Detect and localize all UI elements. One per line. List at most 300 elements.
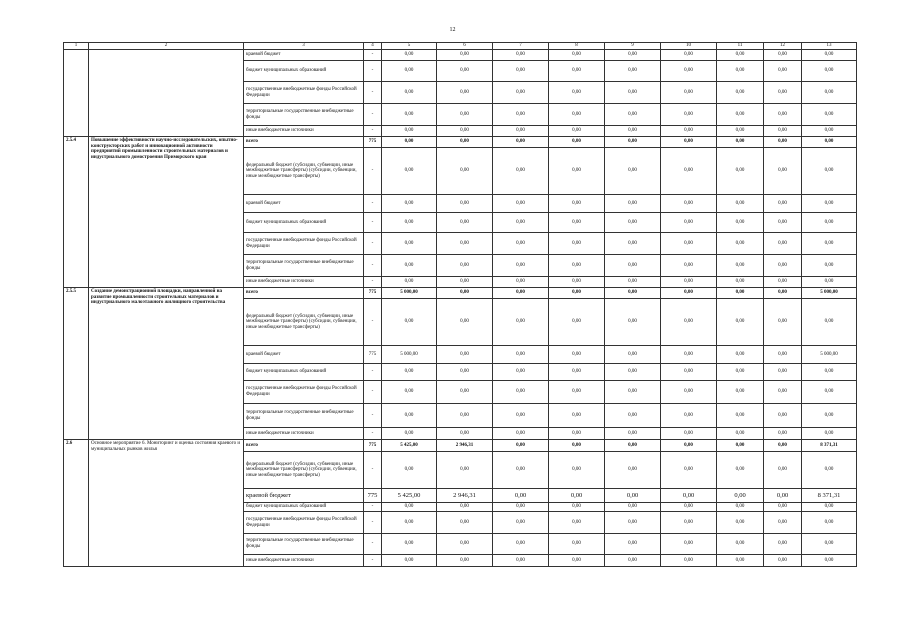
- amount-cell: 0,00: [717, 299, 764, 346]
- amount-cell: 0,00: [382, 428, 437, 440]
- amount-cell: 0,00: [764, 512, 802, 534]
- amount-cell: 0,00: [437, 195, 493, 213]
- amount-cell: 5 000,00: [382, 346, 437, 364]
- amount-cell: 0,00: [717, 555, 764, 567]
- amount-cell: 0,00: [549, 288, 605, 299]
- amount-cell: 0,00: [717, 213, 764, 233]
- funding-source: краевой бюджет: [244, 50, 364, 61]
- table-row: [64, 50, 857, 61]
- amount-cell: 0,00: [382, 148, 437, 195]
- amount-cell: 0,00: [764, 555, 802, 567]
- amount-cell: 0,00: [605, 288, 661, 299]
- amount-cell: 0,00: [661, 288, 717, 299]
- amount-cell: 0,00: [802, 61, 857, 82]
- amount-cell: 0,00: [717, 489, 764, 503]
- amount-cell: 0,00: [605, 213, 661, 233]
- amount-cell: 0,00: [802, 555, 857, 567]
- funding-source: иные внебюджетные источники: [244, 277, 364, 288]
- amount-cell: 0,00: [437, 503, 493, 512]
- amount-cell: 0,00: [802, 299, 857, 346]
- column-header: 2: [89, 43, 244, 50]
- amount-cell: 0,00: [493, 50, 549, 61]
- amount-cell: 5 000,00: [802, 346, 857, 364]
- funding-source: иные внебюджетные источники: [244, 555, 364, 567]
- column-header: 3: [244, 43, 364, 50]
- amount-cell: 0,00: [717, 82, 764, 104]
- funding-source: территориальные государственные внебюджетные фонды: [244, 255, 364, 277]
- budget-code: -: [364, 404, 382, 428]
- amount-cell: 0,00: [661, 503, 717, 512]
- amount-cell: 0,00: [549, 346, 605, 364]
- amount-cell: 0,00: [382, 277, 437, 288]
- amount-cell: 0,00: [717, 277, 764, 288]
- budget-code: -: [364, 452, 382, 489]
- amount-cell: 0,00: [382, 555, 437, 567]
- amount-cell: 0,00: [661, 277, 717, 288]
- amount-cell: 0,00: [437, 126, 493, 137]
- funding-source: всего: [244, 440, 364, 452]
- amount-cell: 0,00: [437, 555, 493, 567]
- amount-cell: 0,00: [661, 213, 717, 233]
- amount-cell: 0,00: [493, 503, 549, 512]
- amount-cell: 0,00: [605, 534, 661, 555]
- amount-cell: 0,00: [717, 346, 764, 364]
- amount-cell: 0,00: [549, 50, 605, 61]
- amount-cell: 0,00: [802, 255, 857, 277]
- amount-cell: 0,00: [605, 277, 661, 288]
- amount-cell: 0,00: [605, 346, 661, 364]
- amount-cell: 0,00: [802, 104, 857, 126]
- amount-cell: 0,00: [437, 404, 493, 428]
- amount-cell: 0,00: [493, 512, 549, 534]
- amount-cell: 0,00: [802, 534, 857, 555]
- amount-cell: 0,00: [802, 233, 857, 255]
- amount-cell: 0,00: [605, 299, 661, 346]
- funding-source: государственные внебюджетные фонды Российской Федерации: [244, 381, 364, 404]
- amount-cell: 0,00: [717, 440, 764, 452]
- amount-cell: 0,00: [382, 503, 437, 512]
- amount-cell: 0,00: [717, 452, 764, 489]
- amount-cell: 8 371,31: [802, 489, 857, 503]
- amount-cell: 0,00: [605, 555, 661, 567]
- amount-cell: 0,00: [437, 104, 493, 126]
- budget-code: -: [364, 277, 382, 288]
- amount-cell: 0,00: [802, 428, 857, 440]
- funding-source: бюджет муниципальных образований: [244, 61, 364, 82]
- amount-cell: 0,00: [493, 277, 549, 288]
- amount-cell: 0,00: [661, 104, 717, 126]
- amount-cell: 0,00: [764, 503, 802, 512]
- amount-cell: 0,00: [549, 61, 605, 82]
- amount-cell: 0,00: [549, 126, 605, 137]
- amount-cell: 0,00: [437, 512, 493, 534]
- amount-cell: 0,00: [437, 137, 493, 148]
- amount-cell: 0,00: [661, 346, 717, 364]
- amount-cell: 0,00: [549, 364, 605, 381]
- column-header: 8: [549, 43, 605, 50]
- amount-cell: 0,00: [549, 277, 605, 288]
- item-number: 2.5.5: [64, 288, 89, 440]
- amount-cell: 8 371,31: [802, 440, 857, 452]
- amount-cell: 0,00: [493, 299, 549, 346]
- amount-cell: 0,00: [382, 512, 437, 534]
- item-title: Основное мероприятие 6. Мониторинг и оценка состояния краевого и муниципальных рынков жилья: [89, 440, 244, 567]
- amount-cell: 0,00: [382, 404, 437, 428]
- amount-cell: 0,00: [382, 381, 437, 404]
- amount-cell: 0,00: [661, 381, 717, 404]
- budget-code: -: [364, 299, 382, 346]
- amount-cell: 0,00: [549, 555, 605, 567]
- budget-code: -: [364, 126, 382, 137]
- budget-code: -: [364, 255, 382, 277]
- funding-source: всего: [244, 288, 364, 299]
- column-header: 9: [605, 43, 661, 50]
- amount-cell: 0,00: [717, 137, 764, 148]
- column-header: 12: [764, 43, 802, 50]
- amount-cell: 0,00: [493, 233, 549, 255]
- amount-cell: 0,00: [717, 404, 764, 428]
- column-header: 4: [364, 43, 382, 50]
- amount-cell: 0,00: [549, 148, 605, 195]
- amount-cell: 0,00: [764, 428, 802, 440]
- amount-cell: 0,00: [493, 404, 549, 428]
- table-row: [64, 440, 857, 452]
- amount-cell: 2 946,31: [437, 489, 493, 503]
- amount-cell: 0,00: [437, 277, 493, 288]
- amount-cell: 0,00: [493, 137, 549, 148]
- amount-cell: 0,00: [549, 534, 605, 555]
- amount-cell: 0,00: [493, 195, 549, 213]
- amount-cell: 0,00: [764, 404, 802, 428]
- amount-cell: 0,00: [717, 255, 764, 277]
- amount-cell: 0,00: [661, 299, 717, 346]
- amount-cell: 0,00: [605, 82, 661, 104]
- amount-cell: 0,00: [382, 255, 437, 277]
- amount-cell: 0,00: [605, 255, 661, 277]
- amount-cell: 0,00: [764, 346, 802, 364]
- amount-cell: 0,00: [661, 534, 717, 555]
- amount-cell: 0,00: [382, 233, 437, 255]
- amount-cell: 0,00: [717, 104, 764, 126]
- amount-cell: 0,00: [493, 428, 549, 440]
- budget-code: 775: [364, 137, 382, 148]
- amount-cell: 0,00: [549, 82, 605, 104]
- budget-code: -: [364, 195, 382, 213]
- amount-cell: 0,00: [661, 404, 717, 428]
- amount-cell: 0,00: [493, 346, 549, 364]
- amount-cell: 0,00: [802, 195, 857, 213]
- amount-cell: 0,00: [661, 82, 717, 104]
- budget-code: -: [364, 428, 382, 440]
- budget-code: -: [364, 148, 382, 195]
- amount-cell: 0,00: [437, 534, 493, 555]
- amount-cell: 0,00: [437, 82, 493, 104]
- column-header: 6: [437, 43, 493, 50]
- amount-cell: 0,00: [661, 489, 717, 503]
- amount-cell: 0,00: [605, 126, 661, 137]
- budget-code: -: [364, 233, 382, 255]
- amount-cell: 0,00: [802, 126, 857, 137]
- funding-source: государственные внебюджетные фонды Российской Федерации: [244, 233, 364, 255]
- item-title: Повышение эффективности научно-исследовательских, опытно-конструкторских работ и инновационной активности предприятий промышленности строительных материалов и индустриального домостроения Приморского края: [89, 137, 244, 288]
- amount-cell: 0,00: [382, 50, 437, 61]
- amount-cell: 0,00: [661, 255, 717, 277]
- amount-cell: 0,00: [549, 452, 605, 489]
- amount-cell: 0,00: [605, 503, 661, 512]
- funding-source: федеральный бюджет (субсидии, субвенции, иные межбюджетные трансферты) (субсидии, субвенции, иные межбюджетные трансферты): [244, 148, 364, 195]
- amount-cell: 0,00: [661, 452, 717, 489]
- amount-cell: 0,00: [605, 440, 661, 452]
- amount-cell: 0,00: [764, 440, 802, 452]
- amount-cell: 0,00: [493, 126, 549, 137]
- amount-cell: 0,00: [549, 440, 605, 452]
- amount-cell: 0,00: [382, 364, 437, 381]
- budget-code: -: [364, 213, 382, 233]
- amount-cell: 0,00: [549, 233, 605, 255]
- amount-cell: 0,00: [717, 195, 764, 213]
- amount-cell: 0,00: [764, 381, 802, 404]
- item-number: 2.5.4: [64, 137, 89, 288]
- amount-cell: 0,00: [605, 50, 661, 61]
- amount-cell: 0,00: [382, 534, 437, 555]
- amount-cell: 0,00: [605, 512, 661, 534]
- budget-code: -: [364, 503, 382, 512]
- funding-source: бюджет муниципальных образований: [244, 503, 364, 512]
- amount-cell: 0,00: [717, 126, 764, 137]
- amount-cell: 0,00: [764, 61, 802, 82]
- funding-source: федеральный бюджет (субсидии, субвенции, иные межбюджетные трансферты) (субсидии, субвенции, иные межбюджетные трансферты): [244, 452, 364, 489]
- amount-cell: 0,00: [764, 137, 802, 148]
- amount-cell: 0,00: [717, 381, 764, 404]
- amount-cell: 0,00: [437, 50, 493, 61]
- amount-cell: 0,00: [605, 489, 661, 503]
- amount-cell: 0,00: [764, 288, 802, 299]
- amount-cell: 0,00: [382, 213, 437, 233]
- amount-cell: 0,00: [437, 61, 493, 82]
- amount-cell: 0,00: [764, 233, 802, 255]
- amount-cell: 0,00: [605, 137, 661, 148]
- budget-code: 775: [364, 346, 382, 364]
- amount-cell: 0,00: [549, 255, 605, 277]
- header-row: [64, 43, 857, 50]
- page-number: 12: [449, 27, 456, 33]
- amount-cell: 0,00: [605, 61, 661, 82]
- budget-code: -: [364, 364, 382, 381]
- column-header: 11: [717, 43, 764, 50]
- amount-cell: 0,00: [802, 364, 857, 381]
- item-title: Создание демонстрационной площадки, направленной на развитие промышленности строительных материалов и индустриального малоэтажного жилищного строительства: [89, 288, 244, 440]
- budget-code: 775: [364, 440, 382, 452]
- column-header: 1: [64, 43, 89, 50]
- amount-cell: 0,00: [717, 428, 764, 440]
- amount-cell: 0,00: [802, 82, 857, 104]
- amount-cell: 0,00: [661, 61, 717, 82]
- amount-cell: 0,00: [764, 50, 802, 61]
- amount-cell: 0,00: [382, 104, 437, 126]
- amount-cell: 0,00: [802, 404, 857, 428]
- item-title: [89, 50, 244, 137]
- budget-code: -: [364, 381, 382, 404]
- amount-cell: 0,00: [437, 213, 493, 233]
- amount-cell: 0,00: [493, 104, 549, 126]
- funding-source: территориальные государственные внебюджетные фонды: [244, 404, 364, 428]
- amount-cell: 0,00: [764, 126, 802, 137]
- budget-code: -: [364, 555, 382, 567]
- amount-cell: 0,00: [382, 82, 437, 104]
- amount-cell: 0,00: [764, 104, 802, 126]
- amount-cell: 0,00: [764, 148, 802, 195]
- amount-cell: 0,00: [605, 452, 661, 489]
- amount-cell: 0,00: [437, 255, 493, 277]
- amount-cell: 0,00: [493, 255, 549, 277]
- amount-cell: 0,00: [717, 50, 764, 61]
- amount-cell: 0,00: [493, 489, 549, 503]
- amount-cell: 0,00: [493, 555, 549, 567]
- funding-source: краевой бюджет: [244, 346, 364, 364]
- column-header: 10: [661, 43, 717, 50]
- amount-cell: 5 425,00: [382, 489, 437, 503]
- amount-cell: 0,00: [605, 364, 661, 381]
- amount-cell: 0,00: [437, 346, 493, 364]
- funding-source: федеральный бюджет (субсидии, субвенции, иные межбюджетные трансферты) (субсидии, субвенции, иные межбюджетные трансферты): [244, 299, 364, 346]
- amount-cell: 0,00: [661, 137, 717, 148]
- amount-cell: 0,00: [764, 82, 802, 104]
- amount-cell: 0,00: [605, 148, 661, 195]
- amount-cell: 0,00: [661, 195, 717, 213]
- amount-cell: 0,00: [802, 512, 857, 534]
- amount-cell: 5 000,00: [382, 288, 437, 299]
- amount-cell: 0,00: [717, 61, 764, 82]
- amount-cell: 0,00: [549, 137, 605, 148]
- amount-cell: 5 000,00: [802, 288, 857, 299]
- amount-cell: 0,00: [382, 61, 437, 82]
- amount-cell: 0,00: [661, 440, 717, 452]
- funding-source: государственные внебюджетные фонды Российской Федерации: [244, 512, 364, 534]
- amount-cell: 5 425,00: [382, 440, 437, 452]
- amount-cell: 0,00: [549, 404, 605, 428]
- amount-cell: 0,00: [802, 50, 857, 61]
- budget-code: 775: [364, 288, 382, 299]
- amount-cell: 0,00: [549, 195, 605, 213]
- funding-source: краевой бюджет: [244, 489, 364, 503]
- budget-table: [63, 42, 857, 567]
- budget-code: -: [364, 104, 382, 126]
- funding-source: иные внебюджетные источники: [244, 428, 364, 440]
- budget-code: -: [364, 50, 382, 61]
- amount-cell: 0,00: [382, 137, 437, 148]
- item-number: [64, 50, 89, 137]
- amount-cell: 0,00: [437, 148, 493, 195]
- amount-cell: 0,00: [493, 440, 549, 452]
- amount-cell: 0,00: [717, 512, 764, 534]
- amount-cell: 0,00: [661, 148, 717, 195]
- table-row: [64, 137, 857, 148]
- table-row: [64, 288, 857, 299]
- funding-source: иные внебюджетные источники: [244, 126, 364, 137]
- funding-source: территориальные государственные внебюджетные фонды: [244, 104, 364, 126]
- amount-cell: 0,00: [802, 213, 857, 233]
- amount-cell: 2 946,31: [437, 440, 493, 452]
- funding-source: территориальные государственные внебюджетные фонды: [244, 534, 364, 555]
- amount-cell: 0,00: [802, 452, 857, 489]
- funding-source: бюджет муниципальных образований: [244, 364, 364, 381]
- amount-cell: 0,00: [802, 503, 857, 512]
- budget-code: 775: [364, 489, 382, 503]
- amount-cell: 0,00: [764, 534, 802, 555]
- amount-cell: 0,00: [437, 299, 493, 346]
- amount-cell: 0,00: [493, 213, 549, 233]
- amount-cell: 0,00: [802, 137, 857, 148]
- amount-cell: 0,00: [382, 299, 437, 346]
- amount-cell: 0,00: [764, 452, 802, 489]
- funding-source: краевой бюджет: [244, 195, 364, 213]
- amount-cell: 0,00: [717, 503, 764, 512]
- amount-cell: 0,00: [493, 288, 549, 299]
- funding-source: всего: [244, 137, 364, 148]
- amount-cell: 0,00: [802, 381, 857, 404]
- amount-cell: 0,00: [493, 534, 549, 555]
- budget-code: -: [364, 534, 382, 555]
- amount-cell: 0,00: [605, 195, 661, 213]
- amount-cell: 0,00: [661, 50, 717, 61]
- amount-cell: 0,00: [605, 381, 661, 404]
- amount-cell: 0,00: [493, 82, 549, 104]
- amount-cell: 0,00: [661, 126, 717, 137]
- amount-cell: 0,00: [764, 299, 802, 346]
- amount-cell: 0,00: [437, 428, 493, 440]
- amount-cell: 0,00: [661, 555, 717, 567]
- amount-cell: 0,00: [802, 148, 857, 195]
- amount-cell: 0,00: [764, 489, 802, 503]
- amount-cell: 0,00: [493, 381, 549, 404]
- amount-cell: 0,00: [437, 452, 493, 489]
- amount-cell: 0,00: [661, 428, 717, 440]
- amount-cell: 0,00: [493, 452, 549, 489]
- amount-cell: 0,00: [764, 213, 802, 233]
- amount-cell: 0,00: [605, 233, 661, 255]
- column-header: 13: [802, 43, 857, 50]
- column-header: 5: [382, 43, 437, 50]
- amount-cell: 0,00: [717, 233, 764, 255]
- amount-cell: 0,00: [493, 148, 549, 195]
- amount-cell: 0,00: [764, 255, 802, 277]
- amount-cell: 0,00: [382, 195, 437, 213]
- amount-cell: 0,00: [549, 503, 605, 512]
- amount-cell: 0,00: [605, 104, 661, 126]
- budget-code: -: [364, 61, 382, 82]
- amount-cell: 0,00: [437, 233, 493, 255]
- amount-cell: 0,00: [437, 381, 493, 404]
- amount-cell: 0,00: [764, 364, 802, 381]
- amount-cell: 0,00: [717, 364, 764, 381]
- amount-cell: 0,00: [549, 104, 605, 126]
- amount-cell: 0,00: [437, 364, 493, 381]
- amount-cell: 0,00: [605, 404, 661, 428]
- amount-cell: 0,00: [802, 277, 857, 288]
- amount-cell: 0,00: [549, 512, 605, 534]
- amount-cell: 0,00: [549, 299, 605, 346]
- funding-source: бюджет муниципальных образований: [244, 213, 364, 233]
- amount-cell: 0,00: [493, 364, 549, 381]
- amount-cell: 0,00: [717, 534, 764, 555]
- amount-cell: 0,00: [549, 381, 605, 404]
- amount-cell: 0,00: [764, 277, 802, 288]
- amount-cell: 0,00: [717, 148, 764, 195]
- amount-cell: 0,00: [549, 428, 605, 440]
- amount-cell: 0,00: [437, 288, 493, 299]
- amount-cell: 0,00: [605, 428, 661, 440]
- amount-cell: 0,00: [382, 452, 437, 489]
